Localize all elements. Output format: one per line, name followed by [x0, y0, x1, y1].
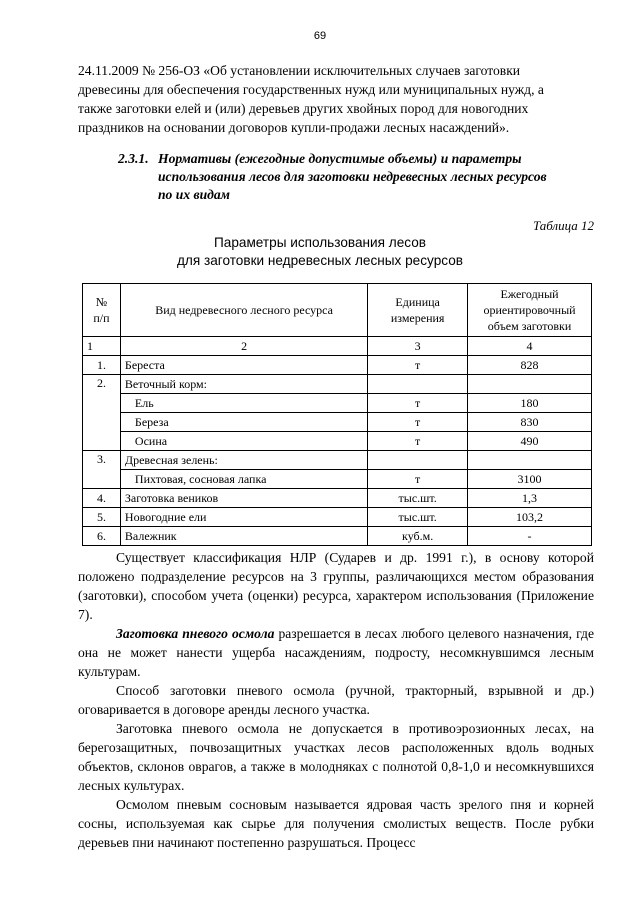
row-name: Веточный корм:: [120, 375, 367, 394]
row-num: 3.: [83, 451, 121, 489]
intro-line-1: 24.11.2009 № 256-ОЗ «Об установлении исключительных случаев заготовки: [78, 63, 521, 78]
row-value: 490: [468, 432, 592, 451]
table-row: [83, 451, 592, 470]
table-title-line-2: для заготовки недревесных лесных ресурсов: [177, 253, 463, 268]
section-title-line-3: по их видам: [158, 187, 230, 202]
section-title-line-1: Нормативы (ежегодные допустимые объемы) и параметры: [158, 151, 522, 166]
header-num: № п/п: [83, 284, 121, 337]
row-value: -: [468, 527, 592, 546]
paragraph-method: Способ заготовки пневого осмола (ручной, тракторный, взрывной и др.) оговаривается в договоре аренды лесного участка.: [78, 683, 594, 717]
row-value: 103,2: [468, 508, 592, 527]
row-value: 1,3: [468, 489, 592, 508]
col-number-3: 3: [368, 337, 468, 356]
table-row: [83, 470, 592, 489]
intro-line-3: также заготовки елей и (или) деревьев других хвойных пород для новогодних: [78, 101, 529, 116]
intro-line-4: праздников на основании договоров купли-продажи лесных насаждений».: [78, 120, 510, 135]
row-num: 5.: [83, 508, 121, 527]
row-value: [468, 375, 592, 394]
row-num: 2.: [83, 375, 121, 451]
header-kind: Вид недревесного лесного ресурса: [120, 284, 367, 337]
row-value: 830: [468, 413, 592, 432]
table-row: [83, 489, 592, 508]
table-row: [83, 432, 592, 451]
intro-line-2: древесины для обеспечения государственных нужд или муниципальных нужд, а: [78, 82, 544, 97]
column-number-row: [83, 337, 592, 356]
row-name: Заготовка веников: [120, 489, 367, 508]
row-unit: [368, 375, 468, 394]
section-number: 2.3.1.: [118, 151, 149, 166]
row-name: Древесная зелень:: [120, 451, 367, 470]
row-unit: т: [368, 432, 468, 451]
row-unit: тыс.шт.: [368, 489, 468, 508]
table-row: [83, 375, 592, 394]
row-name: Ель: [120, 394, 367, 413]
paragraph-classification: Существует классификация НЛР (Сударев и др. 1991 г.), в основу которой положено подразделение ресурсов на 3 группы, различающихся местом образования (заготовки), способом учета (оценки) ресурса, характером использования (Приложение 7).: [78, 550, 594, 622]
paragraph-restrictions: Заготовка пневого осмола не допускается в противоэрозионных лесах, на берегозащитных, почвозащитных участках лесов расположенных вдоль водных объектов, склонов оврагов, а также в молодняках с полнотой 0,8-1,0 и несомкнувшихся лесных культурах.: [78, 721, 594, 793]
table-row: [83, 413, 592, 432]
col-number-1: 1: [83, 337, 121, 356]
table-row: [83, 527, 592, 546]
table-row: [83, 508, 592, 527]
row-unit: тыс.шт.: [368, 508, 468, 527]
row-unit: т: [368, 394, 468, 413]
page-number: 69: [313, 30, 327, 42]
table-row: [83, 394, 592, 413]
section-title-line-2: использования лесов для заготовки недревесных лесных ресурсов: [158, 169, 547, 184]
row-value: 3100: [468, 470, 592, 489]
paragraph-stump-resin-rest: разрешается в лесах любого целевого назначения, где она не может нанести ущерба насаждениям, подросту, несомкнувшимся лесным культурам.: [78, 626, 594, 679]
header-volume: Ежегодный ориентировочный объем заготовки: [468, 284, 592, 337]
table-title-line-1: Параметры использования лесов: [214, 235, 426, 250]
row-value: [468, 451, 592, 470]
row-name: Валежник: [120, 527, 367, 546]
paragraph-stump-resin: [78, 624, 594, 681]
row-name: Пихтовая, сосновая лапка: [120, 470, 367, 489]
row-value: 828: [468, 356, 592, 375]
row-num: 1.: [83, 356, 121, 375]
resource-table: [82, 283, 592, 546]
intro-text: [78, 61, 594, 137]
row-name: Осина: [120, 432, 367, 451]
section-heading: [118, 150, 594, 204]
row-unit: т: [368, 413, 468, 432]
table-label: Таблица 12: [532, 218, 594, 233]
header-unit: Единица измерения: [368, 284, 468, 337]
table-title: [0, 234, 640, 270]
table-row: [83, 356, 592, 375]
row-unit: куб.м.: [368, 527, 468, 546]
row-name: Береза: [120, 413, 367, 432]
row-unit: т: [368, 470, 468, 489]
row-value: 180: [468, 394, 592, 413]
emphasis-term: Заготовка пневого осмола: [116, 626, 275, 641]
row-unit: т: [368, 356, 468, 375]
row-unit: [368, 451, 468, 470]
row-name: Береста: [120, 356, 367, 375]
row-num: 4.: [83, 489, 121, 508]
paragraph-definition: Осмолом пневым сосновым называется ядровая часть зрелого пня и корней сосны, используемая как сырье для получения смолистых веществ. После рубки деревьев пни начинают постепенно разрушаться. Процесс: [78, 797, 594, 850]
body-text: [78, 548, 594, 852]
row-name: Новогодние ели: [120, 508, 367, 527]
col-number-4: 4: [468, 337, 592, 356]
row-num: 6.: [83, 527, 121, 546]
table-header-row: [83, 284, 592, 337]
col-number-2: 2: [120, 337, 367, 356]
